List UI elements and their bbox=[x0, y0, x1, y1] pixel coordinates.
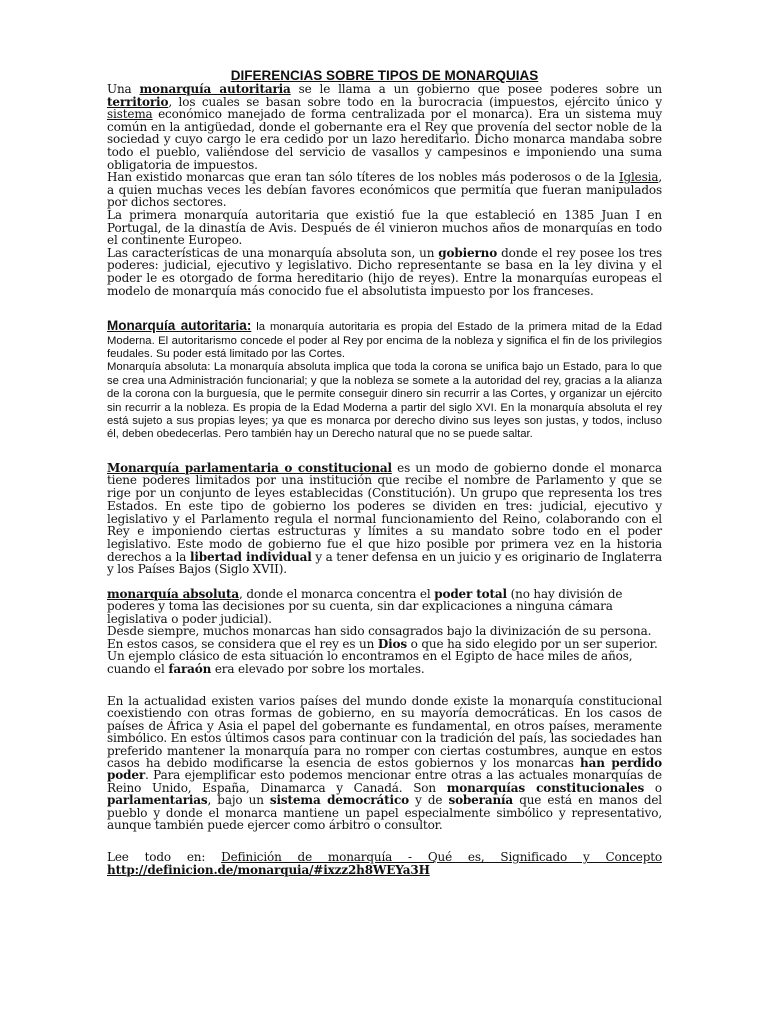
absoluta-text: , donde el monarca concentra el bbox=[238, 587, 435, 602]
actualidad-text: , bajo un bbox=[207, 793, 270, 808]
actualidad-text: y de bbox=[408, 793, 449, 808]
term-han-perdido-poder: han perdido poder bbox=[107, 755, 663, 783]
absoluta-text: era elevado por sobre los mortales. bbox=[211, 661, 425, 676]
source-footer bbox=[107, 851, 662, 876]
absoluta-text: Desde siempre, muchos monarcas han sido consagrados bajo la divinización de su persona. En estos casos, se considera que el rey es un bbox=[107, 624, 652, 651]
term-sistema: sistema bbox=[107, 107, 153, 122]
actualidad-text: En la actualidad existen varios países del mundo donde existe la monarquía constitucional coexistiendo con otras formas de gobierno, en su mayoría democráticas. En los casos de países de África y Asia el papel del gobernante es fundamental, en otros países, meramente simbólico. En estos últimos casos para continuar con la tradición del país, las sociedades han preferido mantener la monarquía para no romper con ciertas costumbres, aunque en estos casos ha debido modificarse la esencia de estos gobiernos y los monarcas bbox=[107, 693, 662, 770]
absoluta-heading: monarquía absoluta bbox=[107, 587, 239, 602]
term-faraon: faraón bbox=[168, 661, 212, 676]
term-libertad-individual: libertad individual bbox=[189, 549, 312, 564]
absoluta-text: (no hay división de poderes y toma las decisiones por su cuenta, sin dar explicaciones a ninguna cámara legislativa o poder judicial). bbox=[107, 587, 623, 626]
absoluta-section bbox=[107, 588, 662, 675]
actualidad-text: que está en manos del pueblo y donde el monarca mantiene un papel especialmente simbólico y representativo, aunque también puede ejercer como árbitro o consultor. bbox=[107, 793, 662, 832]
parlamentaria-text: es un modo de gobierno donde el monarca tiene poderes limitados por una institución que recibe el nombre de Parlamento y que se rige por un conjunto de leyes establecidas (Constitución). Un grupo que representa los tres Estados. En este tipo de gobierno los poderes se dividen en tres: judicial, ejecutivo y legislativo y el Parlamento regula el normal funcionamiento del Reino, colaborando con el Rey e imponiendo ciertas estructuras y límites a su mandato sobre todo en el poder legislativo. Este modo de gobierno fue el que hizo posible por primera vez en la historia derechos a la bbox=[107, 460, 662, 564]
actualidad-text: . Para ejemplificar esto podemos mencionar entre otras a las actuales monarquías de Reino Unido, España, Dinamarca y Canadá. Son bbox=[107, 768, 662, 795]
autoritaria-text: la monarquía autoritaria es propia del Estado de la primera mitad de la Edad Moderna. El autoritarismo concede el poder al Rey por encima de la nobleza y significa el fin de los privilegios feudales. Su poder está limitado por las Cortes. bbox=[107, 321, 662, 360]
autoritaria-heading: Monarquía autoritaria: bbox=[107, 318, 252, 334]
term-monarquias-constitucionales: monarquías constitucionales bbox=[446, 780, 645, 795]
parlamentaria-section bbox=[107, 462, 662, 576]
intro-text: , los cuales se basan sobre todo en la burocracia (impuestos, ejército único y bbox=[168, 94, 662, 109]
actualidad-section bbox=[107, 695, 662, 831]
term-sistema-democratico: sistema democrático bbox=[269, 793, 409, 808]
intro-text: Las características de una monarquía absoluta son, un bbox=[107, 245, 439, 260]
source-prefix: Lee todo en: bbox=[107, 850, 222, 865]
term-monarquia-autoritaria: monarquía autoritaria bbox=[139, 82, 291, 96]
intro-paragraph bbox=[107, 83, 662, 297]
document-title: DIFERENCIAS SOBRE TIPOS DE MONARQUIAS bbox=[230, 68, 539, 83]
term-parlamentarias: parlamentarias bbox=[107, 793, 208, 808]
term-dios: Dios bbox=[377, 636, 407, 651]
document-page bbox=[107, 68, 662, 876]
term-gobierno: gobierno bbox=[438, 245, 498, 260]
parlamentaria-heading: Monarquía parlamentaria o constitucional bbox=[107, 460, 392, 475]
intro-text: se le llama a un gobierno que posee poderes sobre un bbox=[290, 82, 662, 96]
autoritaria-section bbox=[107, 319, 662, 442]
intro-text: donde el rey posee los tres poderes: judicial, ejecutivo y legislativo. Dicho representante se basa en la ley divina y el poder le es otorgado de forma hereditario (hijo de reyes). Entre la monarquías europeas el modelo de monarquía más conocido fue el absolutista impuesto por los franceses. bbox=[107, 245, 662, 298]
intro-text: La primera monarquía autoritaria que existió fue la que estableció en 1385 Juan I en Portugal, de la dinastía de Avis. Después de él vinieron muchos años de monarquías en todo el continente Europeo. bbox=[107, 207, 662, 248]
intro-text: Han existido monarcas que eran tan sólo títeres de los nobles más poderosos o de la bbox=[107, 170, 619, 185]
intro-text: , a quien muchas veces les debían favores económicos que permitía que fueran manipulados por dichos sectores. bbox=[107, 170, 662, 210]
term-poder-total: poder total bbox=[434, 587, 507, 602]
term-territorio: territorio bbox=[107, 94, 169, 109]
intro-text: económico manejado de forma centralizada por el monarca). Era un sistema muy común en la antigüedad, donde el gobernante era el Rey que provenía del sector noble de la sociedad y cuyo cargo le era cedido por un lazo hereditario. Dicho monarca mandaba sobre todo el pueblo, valiéndose del servicio de vasallos y campesinos e imponiendo una suma obligatoria de impuestos. bbox=[107, 107, 662, 172]
source-link[interactable]: Definición de monarquía - Qué es, Significado y Concepto bbox=[221, 850, 662, 865]
parlamentaria-text: y a tener defensa en un juicio y es originario de Inglaterra y los Países Bajos (Siglo XVII). bbox=[107, 549, 662, 577]
source-url-link[interactable]: http://definicion.de/monarquia/#ixzz2h8WEYa3H bbox=[107, 862, 430, 877]
absoluta-definition-text: Monarquía absoluta: La monarquía absoluta implica que toda la corona se unifica bajo un Estado, para lo que se crea una Administración funcionarial; y que la nobleza se somete a la autoridad del rey, gracias a la alianza de la corona con la burguesía, que le permite conseguir dinero sin recurrir a las Cortes, y organizar un ejército sin recurrir a la nobleza. Es propia de la Edad Moderna a partir del siglo XVI. En la monarquía absoluta el rey está sujeto a sus propias leyes; ya que es monarca por derecho divino sus leyes son justas, y todos, incluso él, deben obedecerlas. Pero también hay un Derecho natural que no se puede saltar. bbox=[107, 361, 662, 441]
absoluta-text: o que ha sido elegido por un ser superior. Un ejemplo clásico de esta situación lo encontramos en el Egipto de hace miles de años, cuando el bbox=[107, 636, 658, 676]
term-soberania: soberanía bbox=[448, 793, 514, 808]
actualidad-text: o bbox=[644, 780, 662, 795]
intro-text: Una bbox=[107, 82, 140, 96]
term-iglesia: Iglesia bbox=[618, 170, 659, 185]
